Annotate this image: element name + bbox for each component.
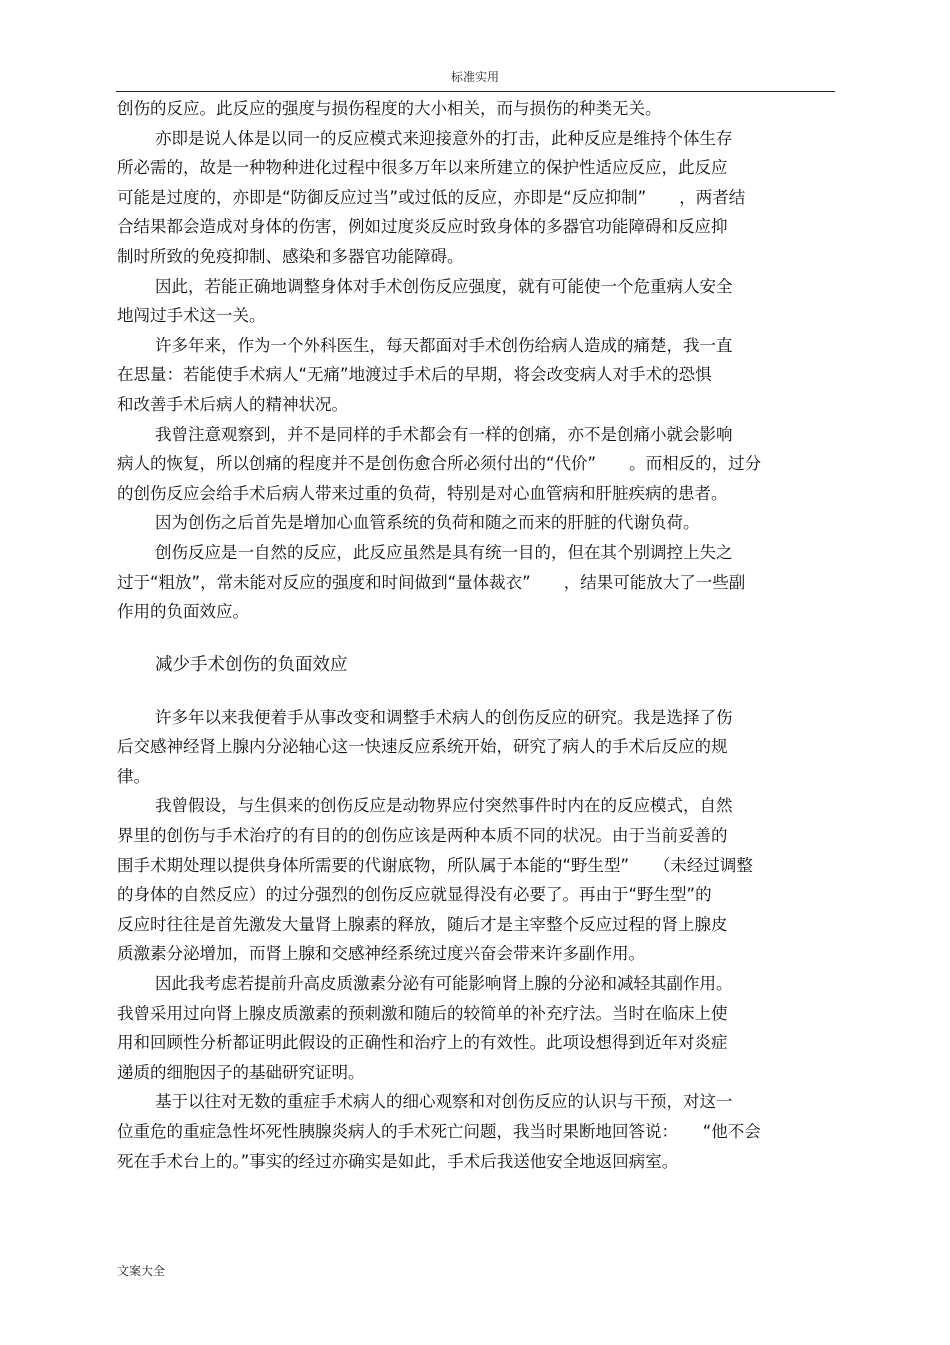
text-line: 创伤的反应。此反应的强度与损伤程度的大小相关，而与损伤的种类无关。 (117, 99, 662, 118)
text-line: 界里的创伤与手术治疗的有目的的创伤应该是两种本质不同的状况。由于当前妥善的 (117, 826, 728, 846)
paragraph (117, 703, 833, 792)
paragraph (117, 791, 833, 969)
paragraph (117, 94, 833, 124)
paragraph (117, 969, 833, 1087)
text-line: 死在手术台上的。”事实的经过亦确实是如此，手术后我送他安全地返回病室。 (117, 1151, 679, 1171)
text-line: 制时所致的免疫抑制、感染和多器官功能障碍。 (117, 246, 464, 266)
text-line: 因为创伤之后首先是增加心血管系统的负荷和随之而来的肝脏的代谢负荷。 (155, 513, 700, 533)
text-line: 我曾假设，与生俱来的创伤反应是动物界应付突然事件时内在的反应模式，自然 (155, 796, 733, 816)
paragraph (117, 420, 833, 509)
text-line: 质激素分泌增加，而肾上腺和交感神经系统过度兴奋会带来许多副作用。 (117, 944, 645, 964)
text-line: 可能是过度的，亦即是“防御反应过当”或过低的反应，亦即是“反应抑制” ，两者结 (117, 187, 746, 207)
text-line: 合结果都会造成对身体的伤害，例如过度炎反应时致身体的多器官功能障碍和反应抑 (117, 217, 728, 237)
text-line: 的创伤反应会给手术后病人带来过重的负荷，特别是对心血管病和肝脏疾病的患者。 (117, 483, 728, 503)
spacer (117, 689, 833, 703)
text-line: 因此，若能正确地调整身体对手术创伤反应强度，就有可能使一个危重病人安全 (155, 276, 733, 296)
text-line: 创伤反应是一自然的反应，此反应虽然是具有统一目的，但在其个别调控上失之 (155, 542, 733, 562)
text-line: 递质的细胞因子的基础研究证明。 (117, 1062, 365, 1082)
page-footer: 文案大全 (117, 1264, 166, 1278)
text-line: 我曾采用过向肾上腺皮质激素的预刺激和随后的较简单的补充疗法。当时在临床上使 (117, 1003, 728, 1023)
text-line: 地闯过手术这一关。 (117, 306, 266, 326)
text-line: 位重危的重症急性坏死性胰腺炎病人的手术死亡问题，我当时果断地回答说： “他不会 (117, 1122, 761, 1141)
text-line: 用和回顾性分析都证明此假设的正确性和治疗上的有效性。此项设想得到近年对炎症 (117, 1033, 728, 1053)
spacer (117, 627, 833, 641)
paragraph (117, 272, 833, 331)
header-divider (116, 91, 835, 92)
text-line: 所必需的，故是一种物种进化过程中很多万年以来所建立的保护性适应反应，此反应 (117, 158, 728, 178)
text-line: 作用的负面效应。 (117, 602, 249, 622)
text-line: 的身体的自然反应）的过分强烈的创伤反应就显得没有必要了。再由于“野生型”的 (117, 885, 712, 905)
text-line: 反应时往往是首先激发大量肾上腺素的释放，随后才是主宰整个反应过程的肾上腺皮 (117, 914, 728, 934)
text-line: 基于以往对无数的重症手术病人的细心观察和对创伤反应的认识与干预，对这一 (155, 1092, 733, 1112)
text-line: 许多年来，作为一个外科医生，每天都面对手术创伤给病人造成的痛楚，我一直 (155, 335, 733, 355)
text-line: 过于“粗放”，常未能对反应的强度和时间做到“量体裁衣” ，结果可能放大了一些副 (117, 572, 746, 592)
text-line: 病人的恢复，所以创痛的程度并不是创伤愈合所必须付出的“代价” 。而相反的，过分 (117, 454, 762, 474)
section-heading: 减少手术创伤的负面效应 (155, 654, 348, 675)
text-line: 律。 (117, 766, 150, 786)
text-line: 亦即是说人体是以同一的反应模式来迎接意外的打击，此种反应是维持个体生存 (155, 128, 733, 148)
paragraph (117, 331, 833, 420)
text-line: 在思量：若能使手术病人“无痛”地渡过手术后的早期，将会改变病人对手术的恐惧 (117, 365, 712, 385)
page-header: 标准实用 (450, 70, 499, 84)
text-line: 许多年以来我便着手从事改变和调整手术病人的创伤反应的研究。我是选择了伤 (155, 707, 733, 727)
document-body (117, 94, 833, 1176)
paragraph (117, 508, 833, 538)
paragraph (117, 1087, 833, 1176)
text-line: 围手术期处理以提供身体所需要的代谢底物，所队属于本能的“野生型” （未经过调整 (117, 855, 753, 875)
text-line: 和改善手术后病人的精神状况。 (117, 394, 348, 414)
paragraph (117, 538, 833, 627)
paragraph (117, 124, 833, 272)
text-line: 因此我考虑若提前升高皮质激素分泌有可能影响肾上腺的分泌和减轻其副作用。 (155, 974, 733, 994)
text-line: 我曾注意观察到，并不是同样的手术都会有一样的创痛，亦不是创痛小就会影响 (155, 424, 733, 444)
text-line: 后交感神经肾上腺内分泌轴心这一快速反应系统开始，研究了病人的手术后反应的规 (117, 737, 728, 757)
